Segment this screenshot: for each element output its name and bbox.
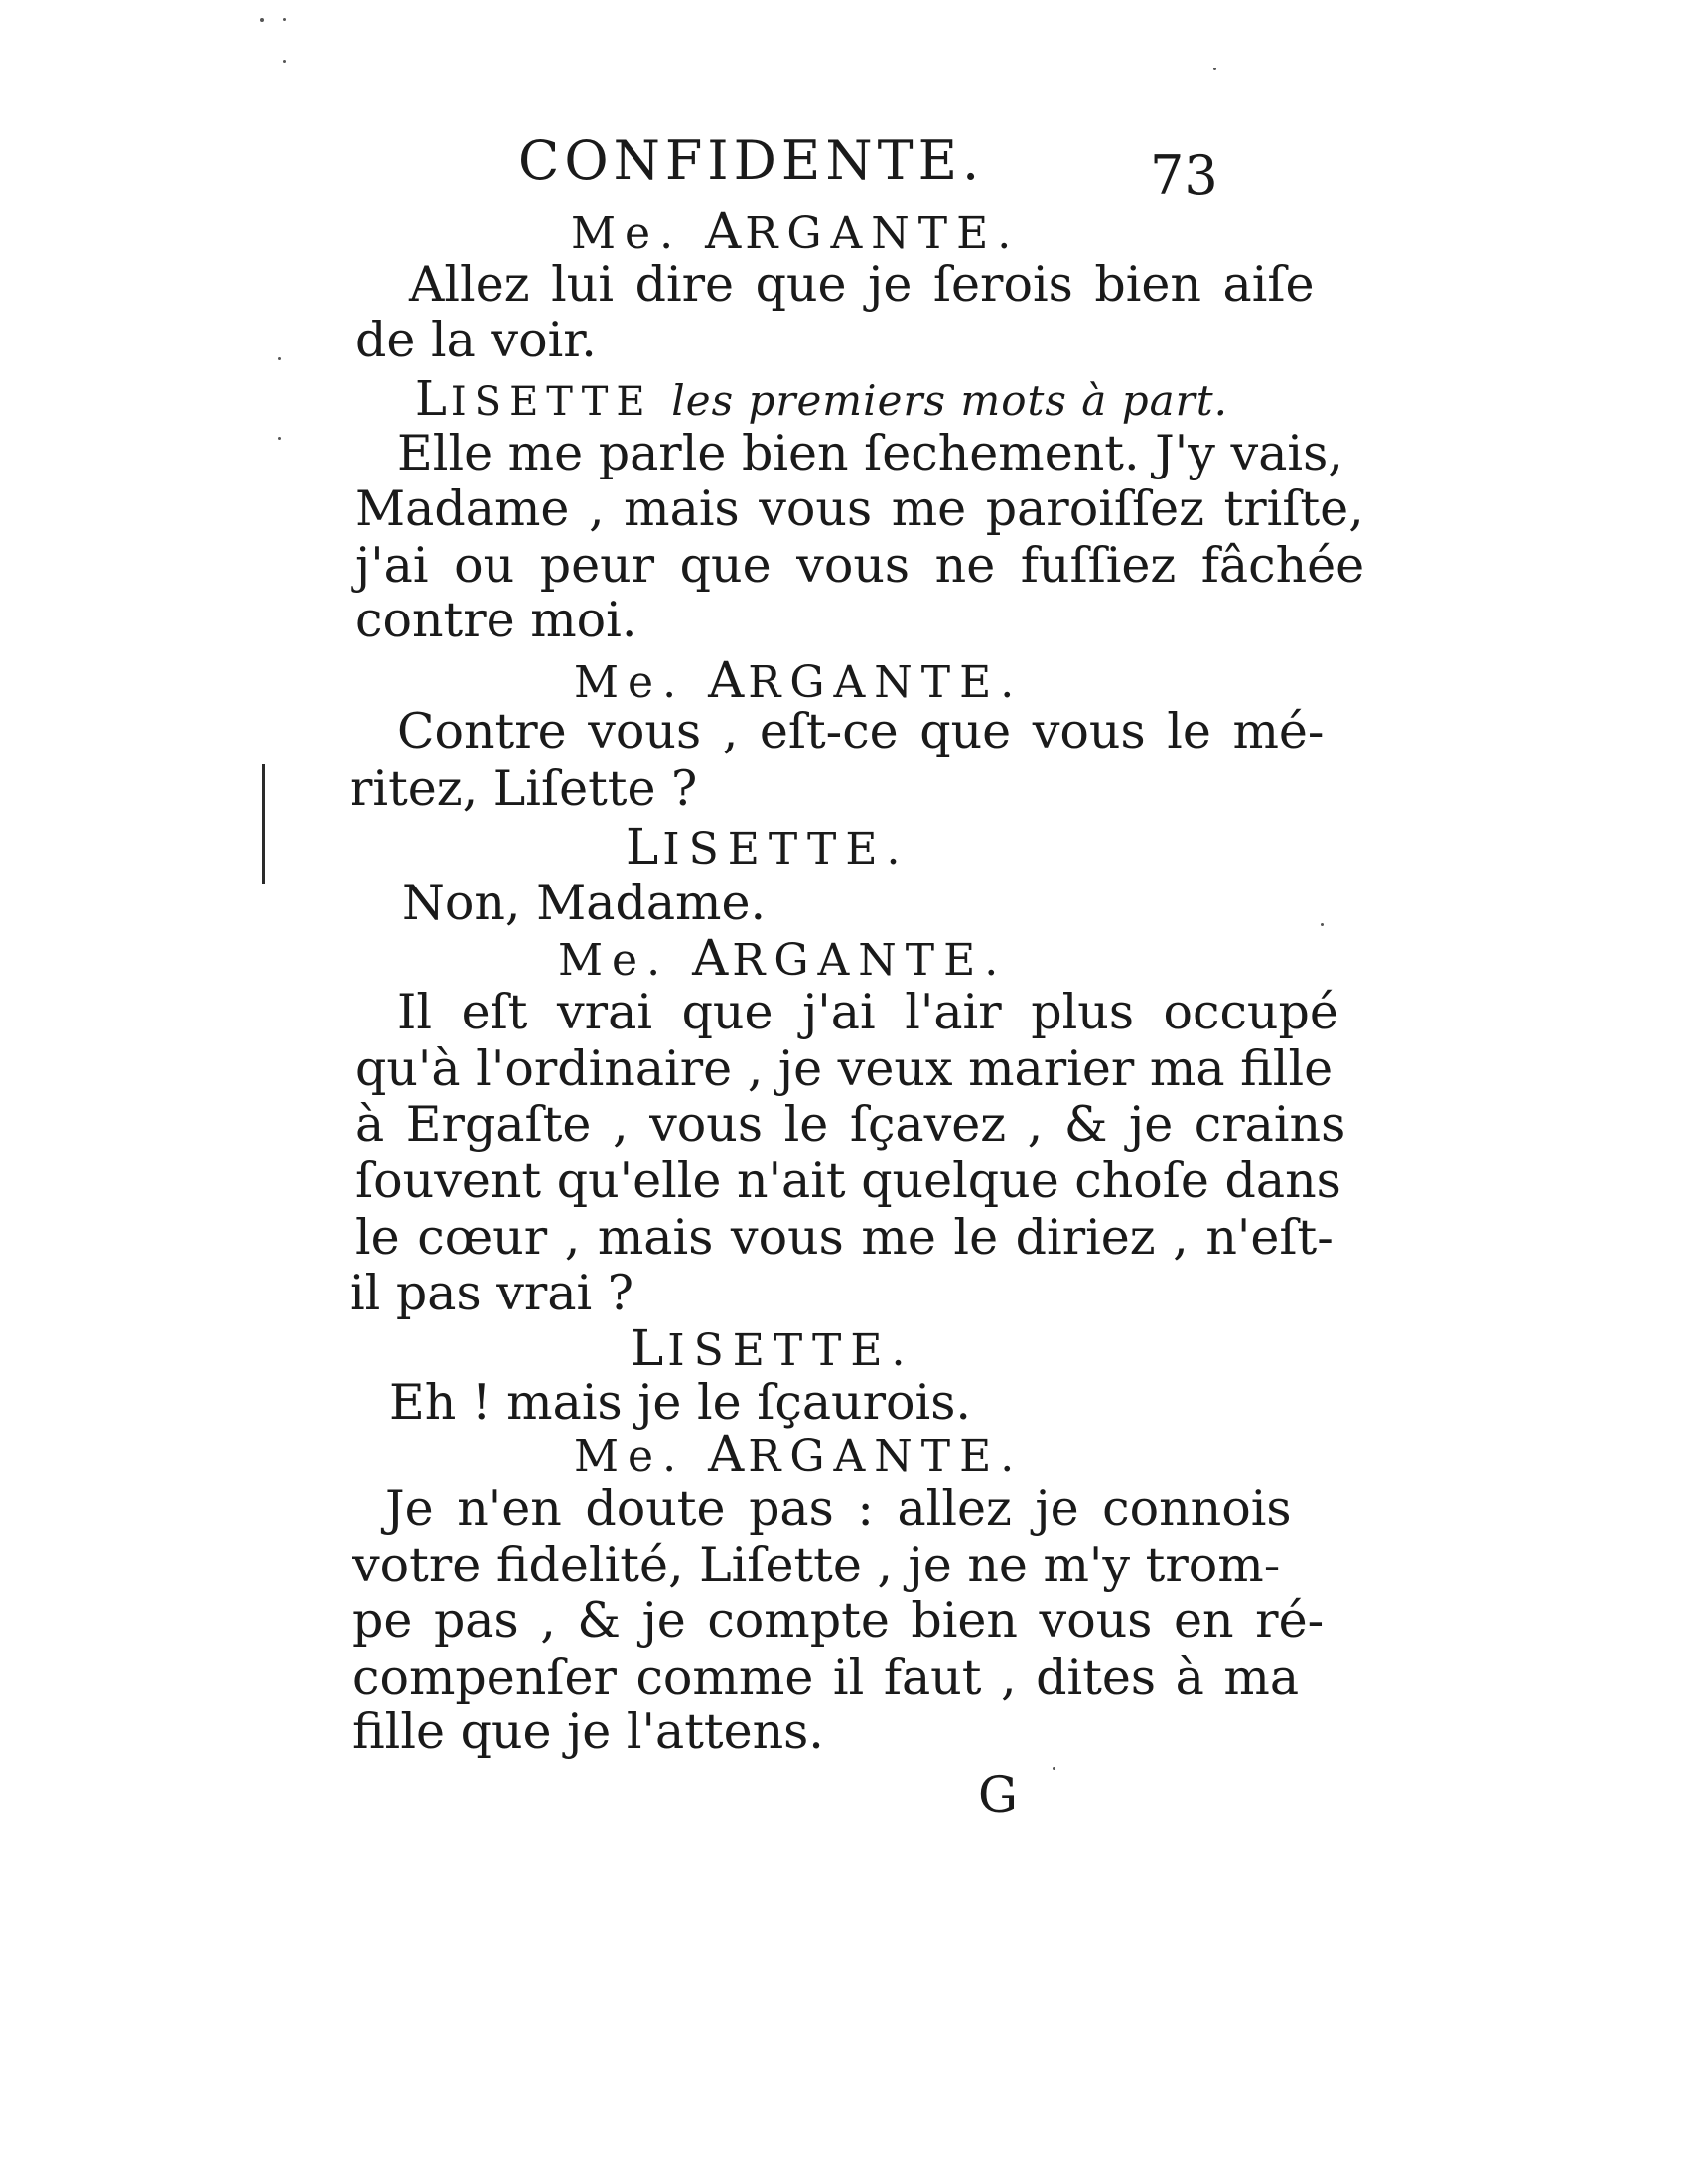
speaker-name: LISETTE [631,1319,892,1377]
scan-speck [278,437,281,440]
scan-speck [260,18,264,22]
speech-line: fille que je l'attens. [352,1704,824,1760]
speech-line: ſouvent qu'elle n'ait quelque choſe dans [355,1153,1341,1209]
speech-line: j'ai ou peur que vous ne fuſſiez fâchée [355,537,1365,594]
speech-line: le cœur , mais vous me le diriez , n'eſt- [355,1209,1334,1266]
speaker-heading: Me. ARGANTE. [571,203,1021,260]
stage-direction: les premiers mots à part. [671,376,1228,425]
speaker-name: LISETTE [626,818,887,876]
scan-speck [283,60,286,63]
speech-line: Contre vous , eſt-ce que vous le mé- [397,703,1325,759]
speech-line: Je n'en doute pas : allez je connois [385,1480,1292,1537]
scan-speck [1213,68,1216,70]
speaker-name: ARGANTE [708,1426,1001,1483]
margin-rule-mark [258,764,272,884]
speaker-name: ARGANTE [708,651,1001,709]
stage-direction-line [415,371,1228,427]
speech-line: il pas vrai ? [350,1265,634,1321]
speech-line: de la voir. [355,312,597,368]
page-number: 73 [1150,144,1218,206]
speech-line: Madame , mais vous me paroiſſez triſte, [355,480,1364,537]
speaker-prefix: Me [558,935,647,986]
speech-line: Eh ! mais je le ſçaurois. [389,1374,971,1431]
speech-line: qu'à l'ordinaire , je veux marier ma fille [355,1040,1334,1097]
scan-speck [1053,1767,1055,1770]
speech-line: à Ergaſte , vous le ſçavez , & je crains [355,1096,1346,1153]
signature-mark: G [978,1766,1018,1824]
speaker-heading: LISETTE. [631,1319,914,1377]
speaker-heading: LISETTE. [626,818,910,876]
speech-line: ritez, Liſette ? [350,760,698,817]
speaker-heading: Me. ARGANTE. [574,651,1024,709]
speech-line: contre moi. [355,592,637,648]
speaker-prefix: Me [574,1432,663,1482]
speech-line: votre fidelité, Liſette , je ne m'y trom- [352,1537,1281,1593]
speech-line: Non, Madame. [402,875,767,931]
speech-line: Elle me parle bien ſechement. J'y vais, [397,425,1343,481]
speaker-prefix: Me [571,208,660,259]
speech-line: Allez lui dire que je ſerois bien aiſe [409,256,1315,313]
speaker-heading: Me. ARGANTE. [558,929,1008,987]
speech-line: pe pas , & je compte bien vous en ré- [352,1592,1325,1649]
scan-speck [1321,923,1324,926]
running-head-title: CONFIDENTE. [518,129,985,192]
speech-line: compenſer comme il faut , dites à ma [352,1649,1300,1706]
speaker-name: ARGANTE [705,203,998,260]
scan-speck [283,18,286,21]
speaker-name: LISETTE [415,371,653,427]
speaker-heading: Me. ARGANTE. [574,1426,1024,1483]
speaker-name: ARGANTE [692,929,985,987]
speaker-prefix: Me [574,657,663,708]
speech-line: Il eſt vrai que j'ai l'air plus occupé [397,984,1338,1040]
scan-speck [278,357,281,360]
